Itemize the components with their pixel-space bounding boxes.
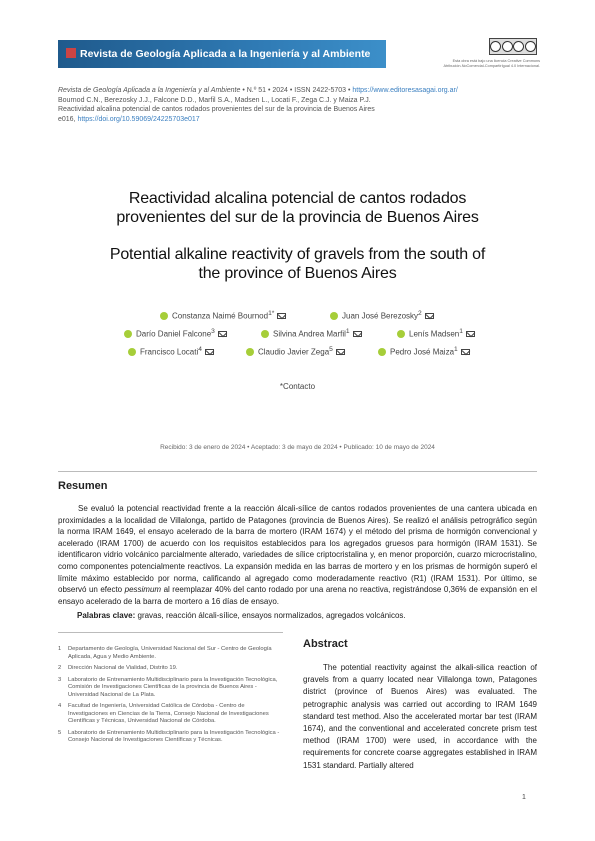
footnote [58, 665, 283, 673]
author[interactable] [378, 346, 470, 357]
email-icon[interactable] [277, 313, 286, 319]
resumen-italic: pessimum [124, 585, 162, 595]
email-icon[interactable] [461, 349, 470, 355]
author-affiliation: 1 [459, 328, 463, 335]
orcid-icon[interactable] [160, 312, 168, 320]
email-icon[interactable] [425, 313, 434, 319]
orcid-icon[interactable] [261, 330, 269, 338]
journal-banner-title: Revista de Geología Aplicada a la Ingeniería y al Ambiente [80, 48, 371, 60]
email-icon[interactable] [205, 349, 214, 355]
footnote-number: 1 [58, 646, 62, 652]
author[interactable] [124, 328, 227, 339]
author-name: Francisco Locati [140, 347, 199, 357]
title-english [60, 245, 535, 283]
footnote-divider [58, 632, 283, 633]
author-affiliation: 1 [345, 328, 350, 335]
footnote-text: Laboratorio de Entrenamiento Multidisciplinario para la Investigación Tecnológica - Consejo Nacional de Investigaciones Científicas y Técnicas. [68, 729, 280, 743]
resumen-heading: Resumen [58, 480, 108, 492]
divider [58, 471, 537, 472]
footnote-number: 5 [58, 729, 62, 736]
orcid-icon[interactable] [124, 330, 132, 338]
orcid-icon[interactable] [330, 312, 338, 320]
author-name: Darío Daniel Falcone [136, 329, 212, 339]
author[interactable] [330, 310, 434, 321]
footnote-text: Laboratorio de Entrenamiento Multidisciplinario para la Investigación Tecnológica, Comisión de Investigaciones Científicas de la provincia de Buenos Aires - Universidad Nacional de La Plata. [68, 676, 278, 698]
email-icon[interactable] [466, 331, 475, 337]
journal-url-link[interactable]: https://www.editoresasagai.org.ar/ [352, 87, 458, 94]
resumen-text-end: al reemplazar 40% del canto rodado por una arena no reactiva, registrándose 0,36% de expansión en el ensayo acelerado de la barra de mortero a 16 días de ensayo. [58, 585, 537, 606]
title-es-line2: provenientes del sur de la provincia de Buenos Aires [116, 209, 479, 226]
author-affiliation: 5 [329, 346, 333, 353]
title-en-line2: the province of Buenos Aires [198, 265, 397, 282]
journal-banner [58, 40, 386, 68]
author-affiliation: 1 [454, 346, 458, 353]
author-name: Juan José Berezosky [342, 311, 419, 321]
meta-journal: Revista de Geología Aplicada a la Ingeniería y al Ambiente [58, 87, 241, 94]
keywords-list: gravas, reacción álcali-sílice, ensayos normalizados, agregados volcánicos. [135, 611, 406, 620]
author-name: Pedro José Maiza [390, 347, 455, 357]
meta-article-id: e016, [58, 115, 78, 123]
email-icon[interactable] [353, 331, 362, 337]
journal-logo-icon [66, 48, 76, 58]
publication-dates: Recibido: 3 de enero de 2024 • Aceptado: 3 de mayo de 2024 • Publicado: 10 de mayo de 2024 [160, 444, 435, 451]
footnote [58, 703, 283, 726]
keywords [77, 611, 537, 620]
title-spanish [60, 189, 535, 227]
abstract-heading: Abstract [303, 638, 348, 650]
orcid-icon[interactable] [128, 348, 136, 356]
footnote [58, 677, 283, 700]
author-affiliation: 2 [418, 310, 422, 317]
email-icon[interactable] [218, 331, 227, 337]
footnote [58, 646, 283, 661]
author[interactable] [397, 328, 475, 339]
author-affiliation: 1* [268, 310, 275, 317]
author[interactable] [128, 346, 214, 357]
footnote-number: 2 [58, 665, 62, 671]
contact-note: *Contacto [279, 382, 316, 391]
author-name: Claudio Javier Zega [258, 347, 330, 357]
author[interactable] [261, 328, 362, 339]
doi-link[interactable]: https://doi.org/10.59069/24225703e017 [77, 115, 200, 123]
citation-block [58, 86, 538, 124]
orcid-icon[interactable] [397, 330, 405, 338]
footnote-number: 4 [58, 703, 62, 709]
email-icon[interactable] [336, 349, 345, 355]
title-es-line1: Reactividad alcalina potencial de cantos rodados [128, 190, 467, 207]
footnote-text: Departamento de Geología, Universidad Nacional del Sur - Centro de Geología Aplicada, Agua y Medio Ambiente. [68, 646, 272, 660]
author-affiliation: 3 [211, 328, 215, 335]
license-note: Esta obra está bajo una licencia Creative Commons Atribución-NoComercial-CompartirIgual 4.0 Internacional. [443, 59, 540, 68]
meta-title: Reactividad alcalina potencial de cantos rodados provenientes del sur de la provincia de Buenos Aires [58, 106, 375, 113]
resumen-text: Se evaluó la potencial reactividad frente a la reacción álcali-sílice de cantos rodados provenientes de una cantera ubicada en proximidades a la localidad de Villalonga, partido de Patagones (provincia de Buenos Aires). Se realizó el análisis petrográfico según la norma IRAM 1649, el ensayo acelerado de la barra de mortero (IRAM 1674) y el método del prisma de hormigón convencional y acelerado (IRAM 1700) de acuerdo con los requisitos establecidos para los agregados gruesos para hormigón (IRAM 1531). Se identificaron vidrio volcánico parcialmente alterado, variedades de sílice criptocristalina y, en menor proporción, cuarzo microcristalino, como componentes potencialmente reactivos. La expansión medida en las barras de mortero y en los prismas de hormigón superó el límite máximo establecido por norma, calificando al agregado como moderadamente reactivo (R1) (IRAM 1531). Por último, se observó un efecto [58, 504, 537, 595]
meta-authors: Bournod C.N., Berezosky J.J., Falcone D.D., Marfil S.A., Madsen L., Locati F., Zega C.J. y Maiza P.J. [58, 96, 371, 104]
title-en-line1: Potential alkaline reactivity of gravels from the south of [109, 246, 486, 263]
meta-issue: • N.º 51 • 2024 • ISSN 2422-5703 • [240, 87, 353, 94]
keywords-label: Palabras clave: [77, 611, 136, 620]
affiliation-footnotes [58, 646, 283, 749]
footnote-number: 3 [58, 676, 62, 683]
footnote-text: Dirección Nacional de Vialidad, Distrito 19. [68, 665, 178, 671]
footnote-text: Facultad de Ingeniería, Universidad Católica de Córdoba - Centro de Investigaciones en Ciencias de la Tierra, Consejo Nacional de Investigaciones Científicas y Técnicas, Universidad Nacional de Córdoba. [68, 703, 269, 724]
author[interactable] [160, 310, 286, 321]
author-affiliation: 4 [198, 346, 202, 353]
abstract-body: The potential reactivity against the alkali-silica reaction of gravels from a quarry located near Villalonga town, Patagones district (province of Buenos Aires) was evaluated. The petrographic analysis was carried out according to IRAM 1649 standard test method. Also the accelerated mortar bar test (IRAM 1674), and the conventional and accelerated concrete prism test method (IRAM 1700) were used, in accordance with the requirements for concrete coarse aggregates established in IRAM 1531 standard. Partially altered [303, 663, 537, 770]
page-number: 1 [522, 794, 526, 801]
resumen-body [58, 503, 537, 607]
creative-commons-badge-icon[interactable] [489, 38, 537, 55]
author[interactable] [246, 346, 345, 357]
orcid-icon[interactable] [246, 348, 254, 356]
author-name: Silvina Andrea Marfil [273, 329, 346, 339]
author-name: Lenís Madsen [409, 329, 460, 339]
author-name: Constanza Naimé Bournod [172, 311, 269, 321]
orcid-icon[interactable] [378, 348, 386, 356]
footnote [58, 730, 283, 745]
